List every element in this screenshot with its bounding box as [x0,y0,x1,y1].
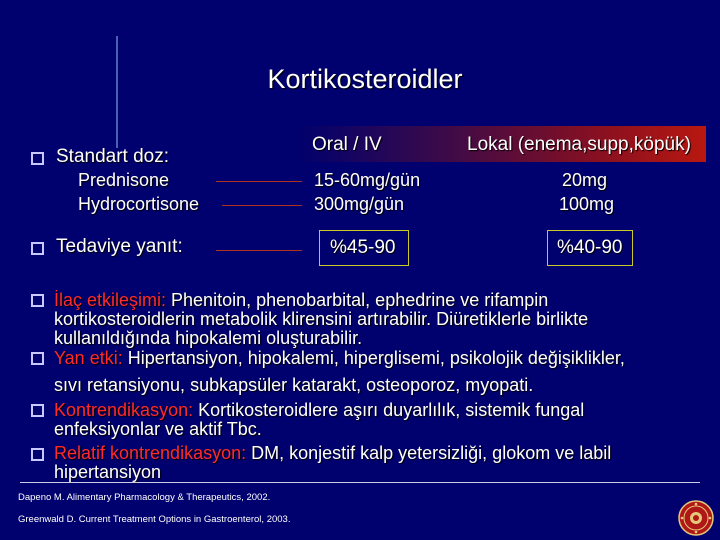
bullet-square-icon [31,352,44,365]
note-text: Phenitoin, phenobarbital, ephedrine ve rifampin [166,290,549,310]
drug-name-hydrocortisone: Hydrocortisone [78,194,200,214]
slide-title: Kortikosteroidler [267,64,463,94]
note-text: hipertansiyon [54,462,162,482]
footer-divider [20,482,700,483]
bullet-square-icon [31,152,44,165]
prednisone-local-dose: 20mg [562,170,608,190]
response-local-value: %40-90 [557,237,623,258]
note-text: enfeksiyonlar ve aktif Tbc. [54,419,262,439]
note-text: kortikosteroidlerin metabolik klirensini artırabilir. Diüretiklerle birlikte [54,309,589,329]
header-oral-iv: Oral / IV [312,134,382,155]
note-label: Kontrendikasyon: [54,400,194,420]
note-text: Hipertansiyon, hipokalemi, hiperglisemi, psikolojik değişiklikler, [122,348,625,368]
note-relative-contraindication [54,443,611,463]
response-label: Tedaviye yanıt: [56,236,183,257]
note-text: sıvı retansiyonu, subkapsüler katarakt, osteoporoz, myopati. [54,375,534,395]
hydrocortisone-oral-dose: 300mg/gün [314,194,405,214]
reference-2: Greenwald D. Current Treatment Options in Gastroenterol, 2003. [18,514,291,525]
connector-line [216,181,302,182]
note-side-effect [54,348,625,368]
bullet-square-icon [31,448,44,461]
bullet-square-icon [31,294,44,307]
hydrocortisone-local-dose: 100mg [559,194,615,214]
university-seal-icon [678,500,714,536]
note-drug-interaction [54,290,548,310]
drug-name-prednisone: Prednisone [78,170,170,190]
note-text: kullanıldığında hipokalemi oluşturabilir. [54,328,363,348]
note-label: Yan etki: [54,348,123,368]
note-label: Relatif kontrendikasyon: [54,443,247,463]
bullet-square-icon [31,242,44,255]
note-text: Kortikosteroidlere aşırı duyarlılık, sistemik fungal [193,400,585,420]
reference-1: Dapeno M. Alimentary Pharmacology & Therapeutics, 2002. [18,492,271,503]
note-label: İlaç etkileşimi: [54,290,167,310]
bullet-square-icon [31,404,44,417]
standard-dose-label: Standart doz: [56,146,170,167]
header-local: Lokal (enema,supp,köpük) [467,134,691,155]
connector-line [216,250,302,251]
connector-line [222,205,302,206]
response-oral-value: %45-90 [330,237,396,258]
note-text: DM, konjestif kalp yetersizliği, glokom ve labil [246,443,612,463]
note-contraindication [54,400,584,420]
prednisone-oral-dose: 15-60mg/gün [314,170,421,190]
